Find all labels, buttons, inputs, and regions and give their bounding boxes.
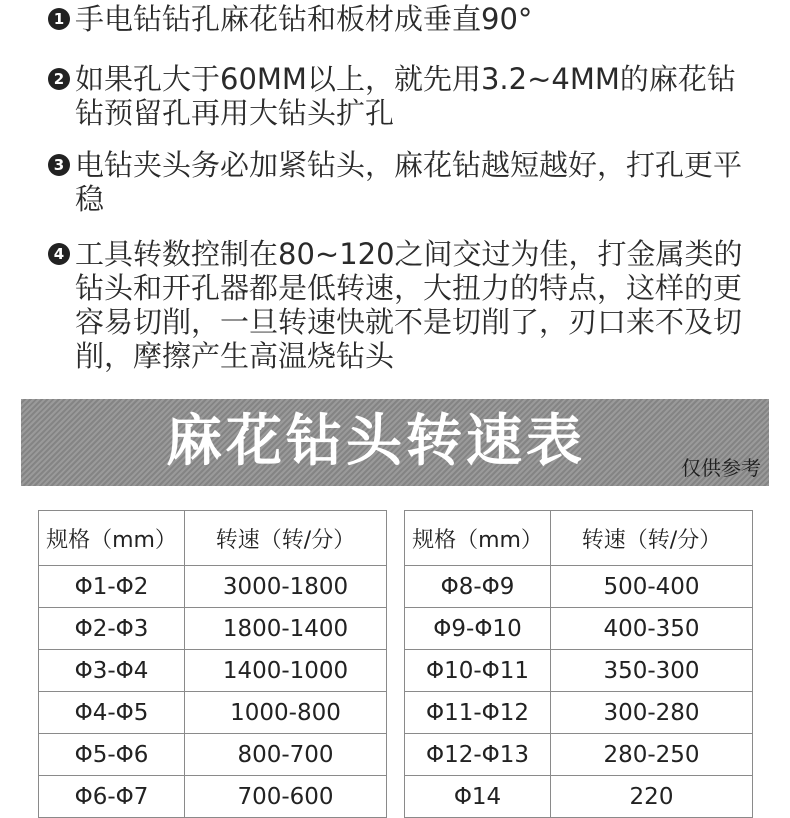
tip-3 bbox=[48, 148, 755, 216]
rpm-cell: 800-700 bbox=[185, 734, 387, 776]
table-header-row bbox=[405, 511, 753, 566]
tip-number-badge: 1 bbox=[48, 8, 70, 30]
rpm-cell: 1800-1400 bbox=[185, 608, 387, 650]
spec-cell: Φ5-Φ6 bbox=[39, 734, 185, 776]
rpm-cell: 300-280 bbox=[551, 692, 753, 734]
header-rpm: 转速（转/分） bbox=[185, 511, 387, 566]
table-row bbox=[39, 650, 387, 692]
table-row bbox=[39, 776, 387, 818]
rpm-cell: 3000-1800 bbox=[185, 566, 387, 608]
rpm-cell: 280-250 bbox=[551, 734, 753, 776]
tip-text: 工具转数控制在80~120之间交过为佳，打金属类的钻头和开孔器都是低转速，大扭力的特点，这样的更容易切削，一旦转速快就不是切削了，刃口来不及切削，摩擦产生高温烧钻头 bbox=[75, 237, 743, 373]
table-row bbox=[405, 650, 753, 692]
rpm-cell: 350-300 bbox=[551, 650, 753, 692]
speed-table-left bbox=[38, 510, 387, 818]
table-row bbox=[405, 734, 753, 776]
spec-cell: Φ4-Φ5 bbox=[39, 692, 185, 734]
spec-cell: Φ14 bbox=[405, 776, 551, 818]
table-row bbox=[405, 566, 753, 608]
tip-4 bbox=[48, 237, 755, 373]
header-spec: 规格（mm） bbox=[39, 511, 185, 566]
rpm-cell: 500-400 bbox=[551, 566, 753, 608]
speed-table-banner bbox=[21, 399, 769, 486]
spec-cell: Φ8-Φ9 bbox=[405, 566, 551, 608]
spec-cell: Φ2-Φ3 bbox=[39, 608, 185, 650]
rpm-cell: 1000-800 bbox=[185, 692, 387, 734]
spec-cell: Φ3-Φ4 bbox=[39, 650, 185, 692]
banner-title: 麻花钻头转速表 bbox=[166, 409, 586, 474]
table-header-row bbox=[39, 511, 387, 566]
spec-cell: Φ9-Φ10 bbox=[405, 608, 551, 650]
table-row bbox=[39, 566, 387, 608]
tip-number-badge: 2 bbox=[48, 68, 70, 90]
banner-note: 仅供参考 bbox=[681, 456, 761, 480]
rpm-cell: 220 bbox=[551, 776, 753, 818]
table-row bbox=[39, 692, 387, 734]
rpm-cell: 400-350 bbox=[551, 608, 753, 650]
table-row bbox=[405, 776, 753, 818]
header-spec: 规格（mm） bbox=[405, 511, 551, 566]
spec-cell: Φ6-Φ7 bbox=[39, 776, 185, 818]
tip-text: 如果孔大于60MM以上，就先用3.2~4MM的麻花钻钻预留孔再用大钻头扩孔 bbox=[75, 62, 736, 130]
speed-table-right bbox=[404, 510, 753, 818]
header-rpm: 转速（转/分） bbox=[551, 511, 753, 566]
tip-number-badge: 3 bbox=[48, 154, 70, 176]
rpm-cell: 700-600 bbox=[185, 776, 387, 818]
table-row bbox=[39, 734, 387, 776]
spec-cell: Φ12-Φ13 bbox=[405, 734, 551, 776]
tip-number-badge: 4 bbox=[48, 243, 70, 265]
table-row bbox=[405, 692, 753, 734]
table-row bbox=[405, 608, 753, 650]
tip-2 bbox=[48, 62, 755, 130]
table-row bbox=[39, 608, 387, 650]
tip-1 bbox=[48, 2, 755, 36]
spec-cell: Φ11-Φ12 bbox=[405, 692, 551, 734]
spec-cell: Φ10-Φ11 bbox=[405, 650, 551, 692]
tip-text: 电钻夹头务必加紧钻头，麻花钻越短越好，打孔更平稳 bbox=[75, 148, 743, 216]
rpm-cell: 1400-1000 bbox=[185, 650, 387, 692]
tip-text: 手电钻钻孔麻花钻和板材成垂直90° bbox=[75, 2, 533, 36]
spec-cell: Φ1-Φ2 bbox=[39, 566, 185, 608]
